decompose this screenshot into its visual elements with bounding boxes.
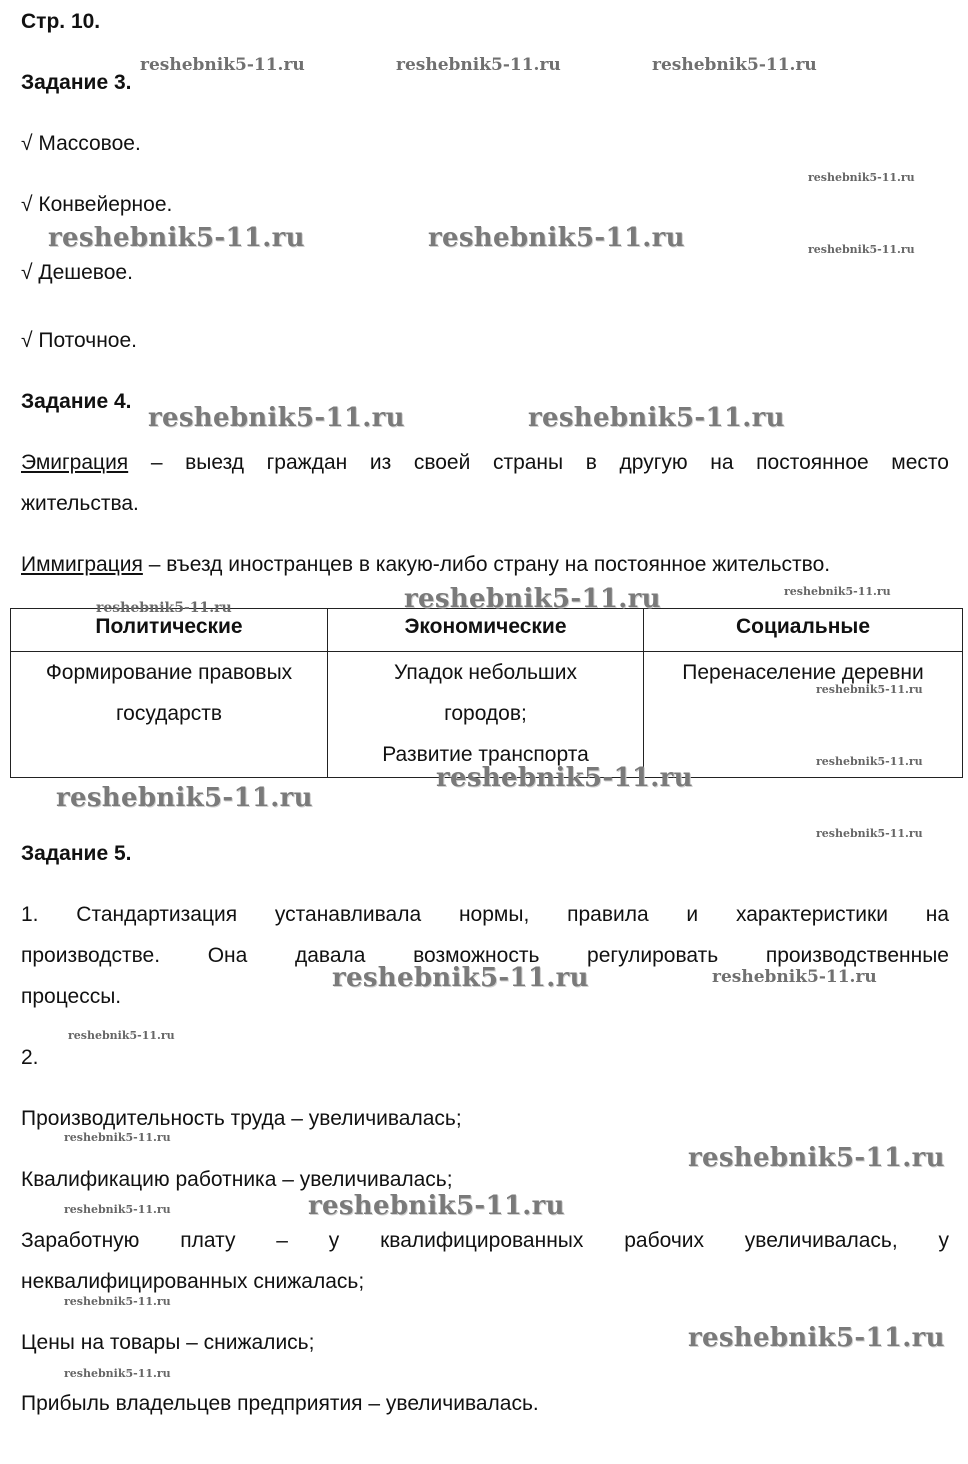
task5-paragraph-line: производстве. Она давала возможность регулировать производственные <box>21 944 949 967</box>
table-header-social: Социальные <box>644 609 963 652</box>
list-item: Прибыль владельцев предприятия – увеличивалась. <box>21 1392 539 1415</box>
cell-line: Развитие транспорта <box>382 743 589 766</box>
watermark: reshebnik5-11.ru <box>688 1323 945 1353</box>
watermark: reshebnik5-11.ru <box>48 223 305 253</box>
emigration-definition <box>21 451 949 475</box>
watermark: reshebnik5-11.ru <box>528 403 785 433</box>
emigration-def: – выезд граждан из своей страны в другую на постоянное место <box>150 451 949 474</box>
watermark: reshebnik5-11.ru <box>140 55 305 75</box>
watermark: reshebnik5-11.ru <box>816 755 923 768</box>
watermark: reshebnik5-11.ru <box>332 963 589 993</box>
list-item: Квалификацию работника – увеличивалась; <box>21 1168 453 1191</box>
watermark: reshebnik5-11.ru <box>64 1131 171 1144</box>
watermark: reshebnik5-11.ru <box>784 585 891 598</box>
table-cell-economic <box>328 652 644 778</box>
cell-line: Упадок небольших <box>394 661 577 684</box>
watermark: reshebnik5-11.ru <box>688 1143 945 1173</box>
table-cell-political <box>11 652 328 778</box>
cell-line: городов; <box>444 702 527 725</box>
list-item: Цены на товары – снижались; <box>21 1331 315 1354</box>
task3-heading: Задание 3. <box>21 71 132 94</box>
list-item-cont: неквалифицированных снижалась; <box>21 1270 365 1293</box>
cell-line: Формирование правовых <box>45 661 293 684</box>
table-header-economic: Экономические <box>328 609 644 652</box>
task3-item: √ Конвейерное. <box>21 193 173 216</box>
emigration-def-cont: жительства. <box>21 492 139 515</box>
list-item: Производительность труда – увеличивалась; <box>21 1107 462 1130</box>
watermark: reshebnik5-11.ru <box>808 243 915 256</box>
watermark: reshebnik5-11.ru <box>712 967 877 987</box>
watermark: reshebnik5-11.ru <box>56 783 313 813</box>
immigration-term: Иммиграция <box>21 553 143 576</box>
task3-item: √ Дешевое. <box>21 261 133 284</box>
immigration-def: – въезд иностранцев в какую-либо страну на постоянное жительство. <box>148 553 831 576</box>
immigration-definition <box>21 553 830 577</box>
list-item: Заработную плату – у квалифицированных рабочих увеличивалась, у <box>21 1229 949 1252</box>
watermark: reshebnik5-11.ru <box>652 55 817 75</box>
watermark: reshebnik5-11.ru <box>64 1203 171 1216</box>
task5-heading: Задание 5. <box>21 842 132 865</box>
watermark: reshebnik5-11.ru <box>808 171 915 184</box>
watermark: reshebnik5-11.ru <box>428 223 685 253</box>
watermark: reshebnik5-11.ru <box>148 403 405 433</box>
watermark: reshebnik5-11.ru <box>308 1191 565 1221</box>
cell-line: государств <box>115 702 223 725</box>
emigration-term: Эмиграция <box>21 451 129 474</box>
watermark: reshebnik5-11.ru <box>68 1029 175 1042</box>
watermark: reshebnik5-11.ru <box>64 1295 171 1308</box>
page-number: Стр. 10. <box>21 10 101 33</box>
task5-paragraph-line: процессы. <box>21 985 122 1008</box>
watermark: reshebnik5-11.ru <box>96 600 232 616</box>
task5-point2-label: 2. <box>21 1046 39 1069</box>
task3-item: √ Поточное. <box>21 329 138 352</box>
table-header-political: Политические <box>11 609 328 652</box>
cell-line: Перенаселение деревни <box>682 661 924 684</box>
watermark: reshebnik5-11.ru <box>436 763 693 793</box>
task3-item: √ Массовое. <box>21 132 141 155</box>
task4-heading: Задание 4. <box>21 390 132 413</box>
watermark: reshebnik5-11.ru <box>816 827 923 840</box>
watermark: reshebnik5-11.ru <box>396 55 561 75</box>
task5-paragraph-line: 1. Стандартизация устанавливала нормы, правила и характеристики на <box>21 903 949 926</box>
watermark: reshebnik5-11.ru <box>404 584 661 614</box>
watermark: reshebnik5-11.ru <box>816 683 923 696</box>
watermark: reshebnik5-11.ru <box>64 1367 171 1380</box>
